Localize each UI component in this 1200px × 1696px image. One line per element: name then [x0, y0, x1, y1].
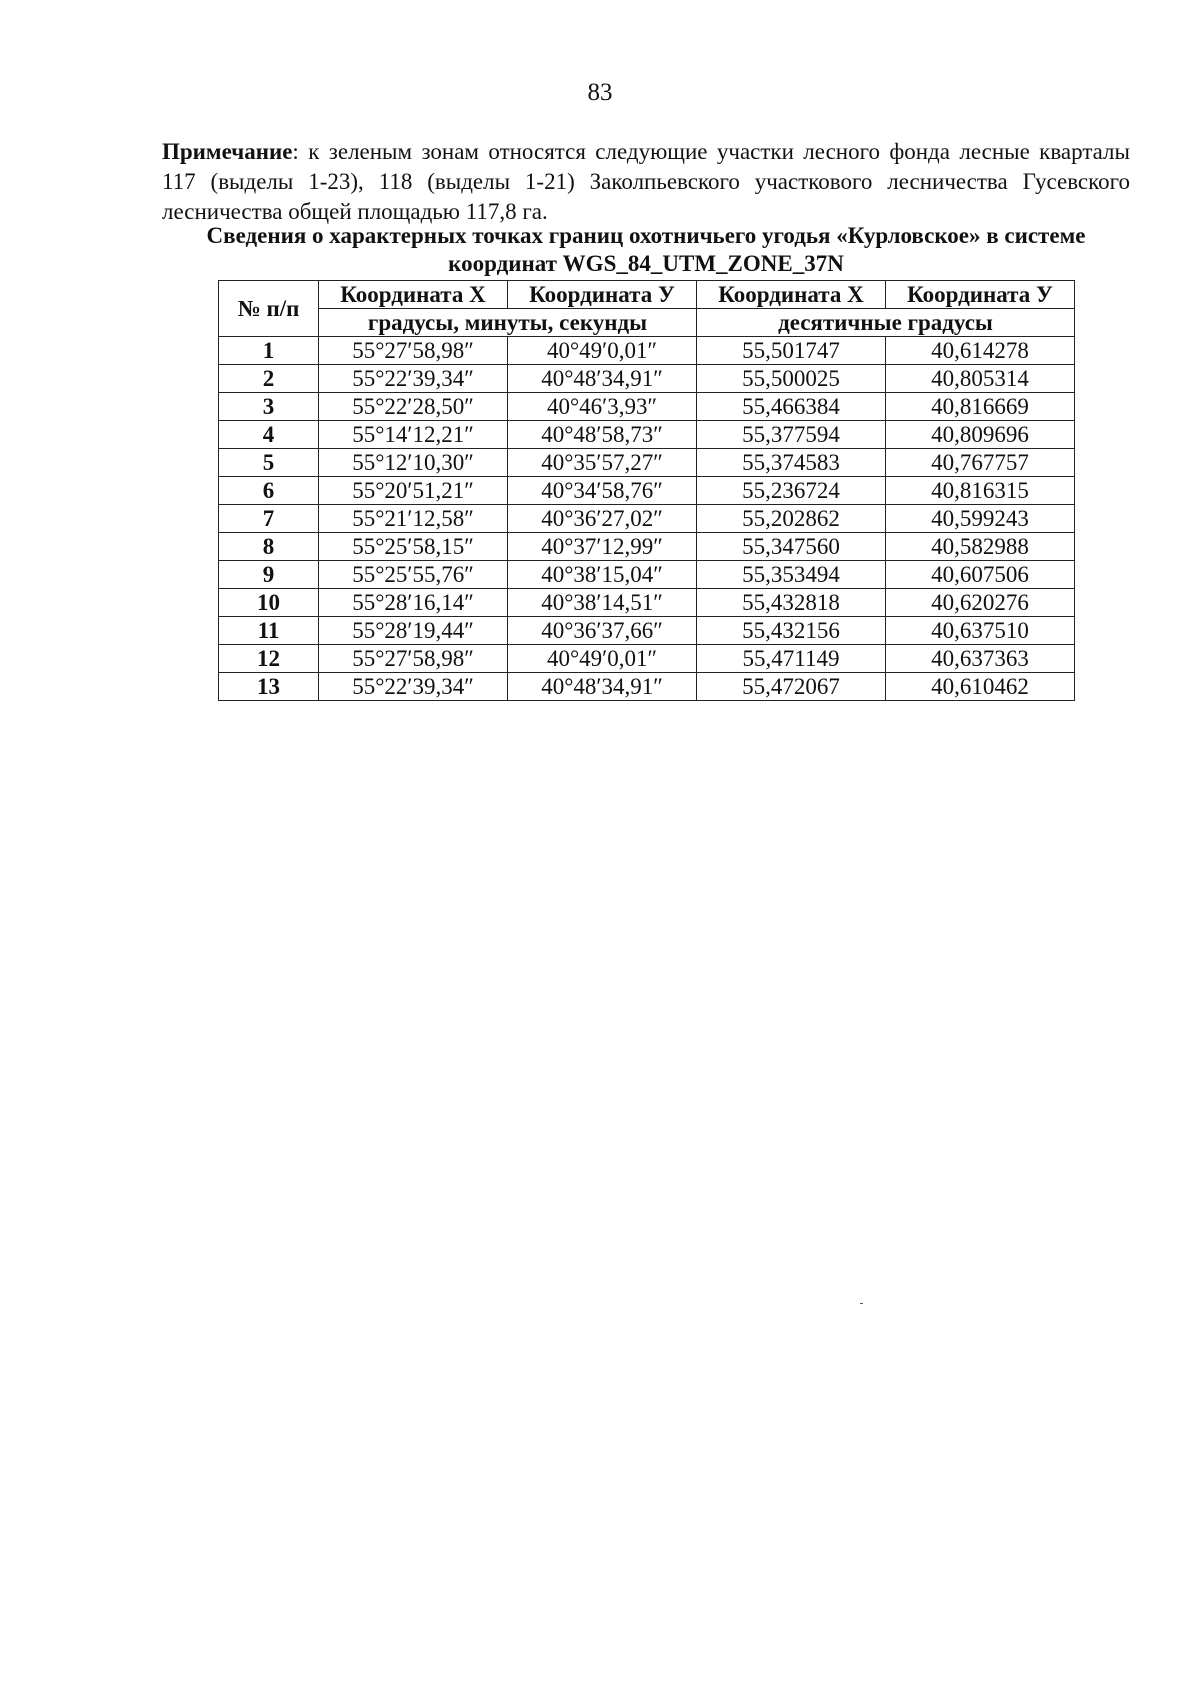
header-dms-y: Координата У: [508, 281, 697, 309]
row-number-cell: 9: [219, 561, 319, 589]
dec-y-cell: 40,607506: [886, 561, 1075, 589]
dec-x-cell: 55,353494: [697, 561, 886, 589]
dec-y-cell: 40,614278: [886, 337, 1075, 365]
note-text: : к зеленым зонам относятся следующие участки лесного фонда лесные кварталы 117 (выделы 1-23), 118 (выделы 1-21) Заколпьевского участкового лесничества Гусевского лесничества общей площадью 117,8 га.: [162, 139, 1130, 224]
row-number-cell: 13: [219, 673, 319, 701]
table-body: [219, 337, 1075, 701]
dec-x-cell: 55,500025: [697, 365, 886, 393]
table-row: [219, 477, 1075, 505]
dec-y-cell: 40,809696: [886, 421, 1075, 449]
header-dms-x: Координата Х: [319, 281, 508, 309]
dec-y-cell: 40,599243: [886, 505, 1075, 533]
dec-x-cell: 55,466384: [697, 393, 886, 421]
dms-y-cell: 40°46′3,93″: [508, 393, 697, 421]
row-number-cell: 2: [219, 365, 319, 393]
dms-x-cell: 55°20′51,21″: [319, 477, 508, 505]
table-row: [219, 589, 1075, 617]
dms-y-cell: 40°37′12,99″: [508, 533, 697, 561]
dms-x-cell: 55°27′58,98″: [319, 337, 508, 365]
note-paragraph: [162, 137, 1130, 227]
dec-y-cell: 40,816669: [886, 393, 1075, 421]
table-row: [219, 505, 1075, 533]
row-number-cell: 6: [219, 477, 319, 505]
table-row: [219, 337, 1075, 365]
dms-y-cell: 40°35′57,27″: [508, 449, 697, 477]
dms-x-cell: 55°21′12,58″: [319, 505, 508, 533]
dms-y-cell: 40°48′34,91″: [508, 673, 697, 701]
dms-y-cell: 40°49′0,01″: [508, 337, 697, 365]
header-dms-group: градусы, минуты, секунды: [319, 309, 697, 337]
header-dec-x: Координата Х: [697, 281, 886, 309]
dms-y-cell: 40°48′34,91″: [508, 365, 697, 393]
dms-x-cell: 55°27′58,98″: [319, 645, 508, 673]
dec-y-cell: 40,805314: [886, 365, 1075, 393]
dms-x-cell: 55°22′28,50″: [319, 393, 508, 421]
table-header: [219, 281, 1075, 337]
header-row-groups: [219, 309, 1075, 337]
header-row-number: № п/п: [219, 281, 319, 337]
table-row: [219, 617, 1075, 645]
row-number-cell: 8: [219, 533, 319, 561]
row-number-cell: 11: [219, 617, 319, 645]
header-row-columns: [219, 281, 1075, 309]
dms-x-cell: 55°28′19,44″: [319, 617, 508, 645]
dms-y-cell: 40°34′58,76″: [508, 477, 697, 505]
dec-x-cell: 55,347560: [697, 533, 886, 561]
table-row: [219, 561, 1075, 589]
dec-x-cell: 55,432156: [697, 617, 886, 645]
dms-y-cell: 40°48′58,73″: [508, 421, 697, 449]
dms-y-cell: 40°49′0,01″: [508, 645, 697, 673]
dec-y-cell: 40,816315: [886, 477, 1075, 505]
dms-y-cell: 40°38′14,51″: [508, 589, 697, 617]
dec-x-cell: 55,377594: [697, 421, 886, 449]
dms-x-cell: 55°14′12,21″: [319, 421, 508, 449]
dms-y-cell: 40°36′27,02″: [508, 505, 697, 533]
dms-y-cell: 40°36′37,66″: [508, 617, 697, 645]
table-row: [219, 365, 1075, 393]
dec-y-cell: 40,582988: [886, 533, 1075, 561]
table-row: [219, 533, 1075, 561]
table-title: Сведения о характерных точках границ охотничьего угодья «Курловское» в системе координат WGS_84_UTM_ZONE_37N: [206, 223, 1086, 276]
scan-mark: [860, 1303, 863, 1304]
dec-x-cell: 55,202862: [697, 505, 886, 533]
dec-y-cell: 40,610462: [886, 673, 1075, 701]
row-number-cell: 10: [219, 589, 319, 617]
table-row: [219, 645, 1075, 673]
row-number-cell: 1: [219, 337, 319, 365]
dec-y-cell: 40,767757: [886, 449, 1075, 477]
table-row: [219, 421, 1075, 449]
row-number-cell: 4: [219, 421, 319, 449]
page-number: 83: [587, 79, 613, 106]
dec-x-cell: 55,471149: [697, 645, 886, 673]
note-label: Примечание: [162, 139, 293, 164]
dms-x-cell: 55°22′39,34″: [319, 365, 508, 393]
dec-x-cell: 55,472067: [697, 673, 886, 701]
dec-x-cell: 55,236724: [697, 477, 886, 505]
header-dec-y: Координата У: [886, 281, 1075, 309]
coordinates-table: [218, 280, 1075, 701]
table-row: [219, 449, 1075, 477]
row-number-cell: 5: [219, 449, 319, 477]
dms-x-cell: 55°25′58,15″: [319, 533, 508, 561]
dec-y-cell: 40,620276: [886, 589, 1075, 617]
dec-y-cell: 40,637510: [886, 617, 1075, 645]
row-number-cell: 12: [219, 645, 319, 673]
dms-x-cell: 55°22′39,34″: [319, 673, 508, 701]
table-row: [219, 673, 1075, 701]
header-dec-group: десятичные градусы: [697, 309, 1075, 337]
dec-x-cell: 55,501747: [697, 337, 886, 365]
dec-y-cell: 40,637363: [886, 645, 1075, 673]
dec-x-cell: 55,374583: [697, 449, 886, 477]
dms-x-cell: 55°12′10,30″: [319, 449, 508, 477]
row-number-cell: 3: [219, 393, 319, 421]
dec-x-cell: 55,432818: [697, 589, 886, 617]
dms-x-cell: 55°28′16,14″: [319, 589, 508, 617]
row-number-cell: 7: [219, 505, 319, 533]
dms-x-cell: 55°25′55,76″: [319, 561, 508, 589]
table-row: [219, 393, 1075, 421]
dms-y-cell: 40°38′15,04″: [508, 561, 697, 589]
